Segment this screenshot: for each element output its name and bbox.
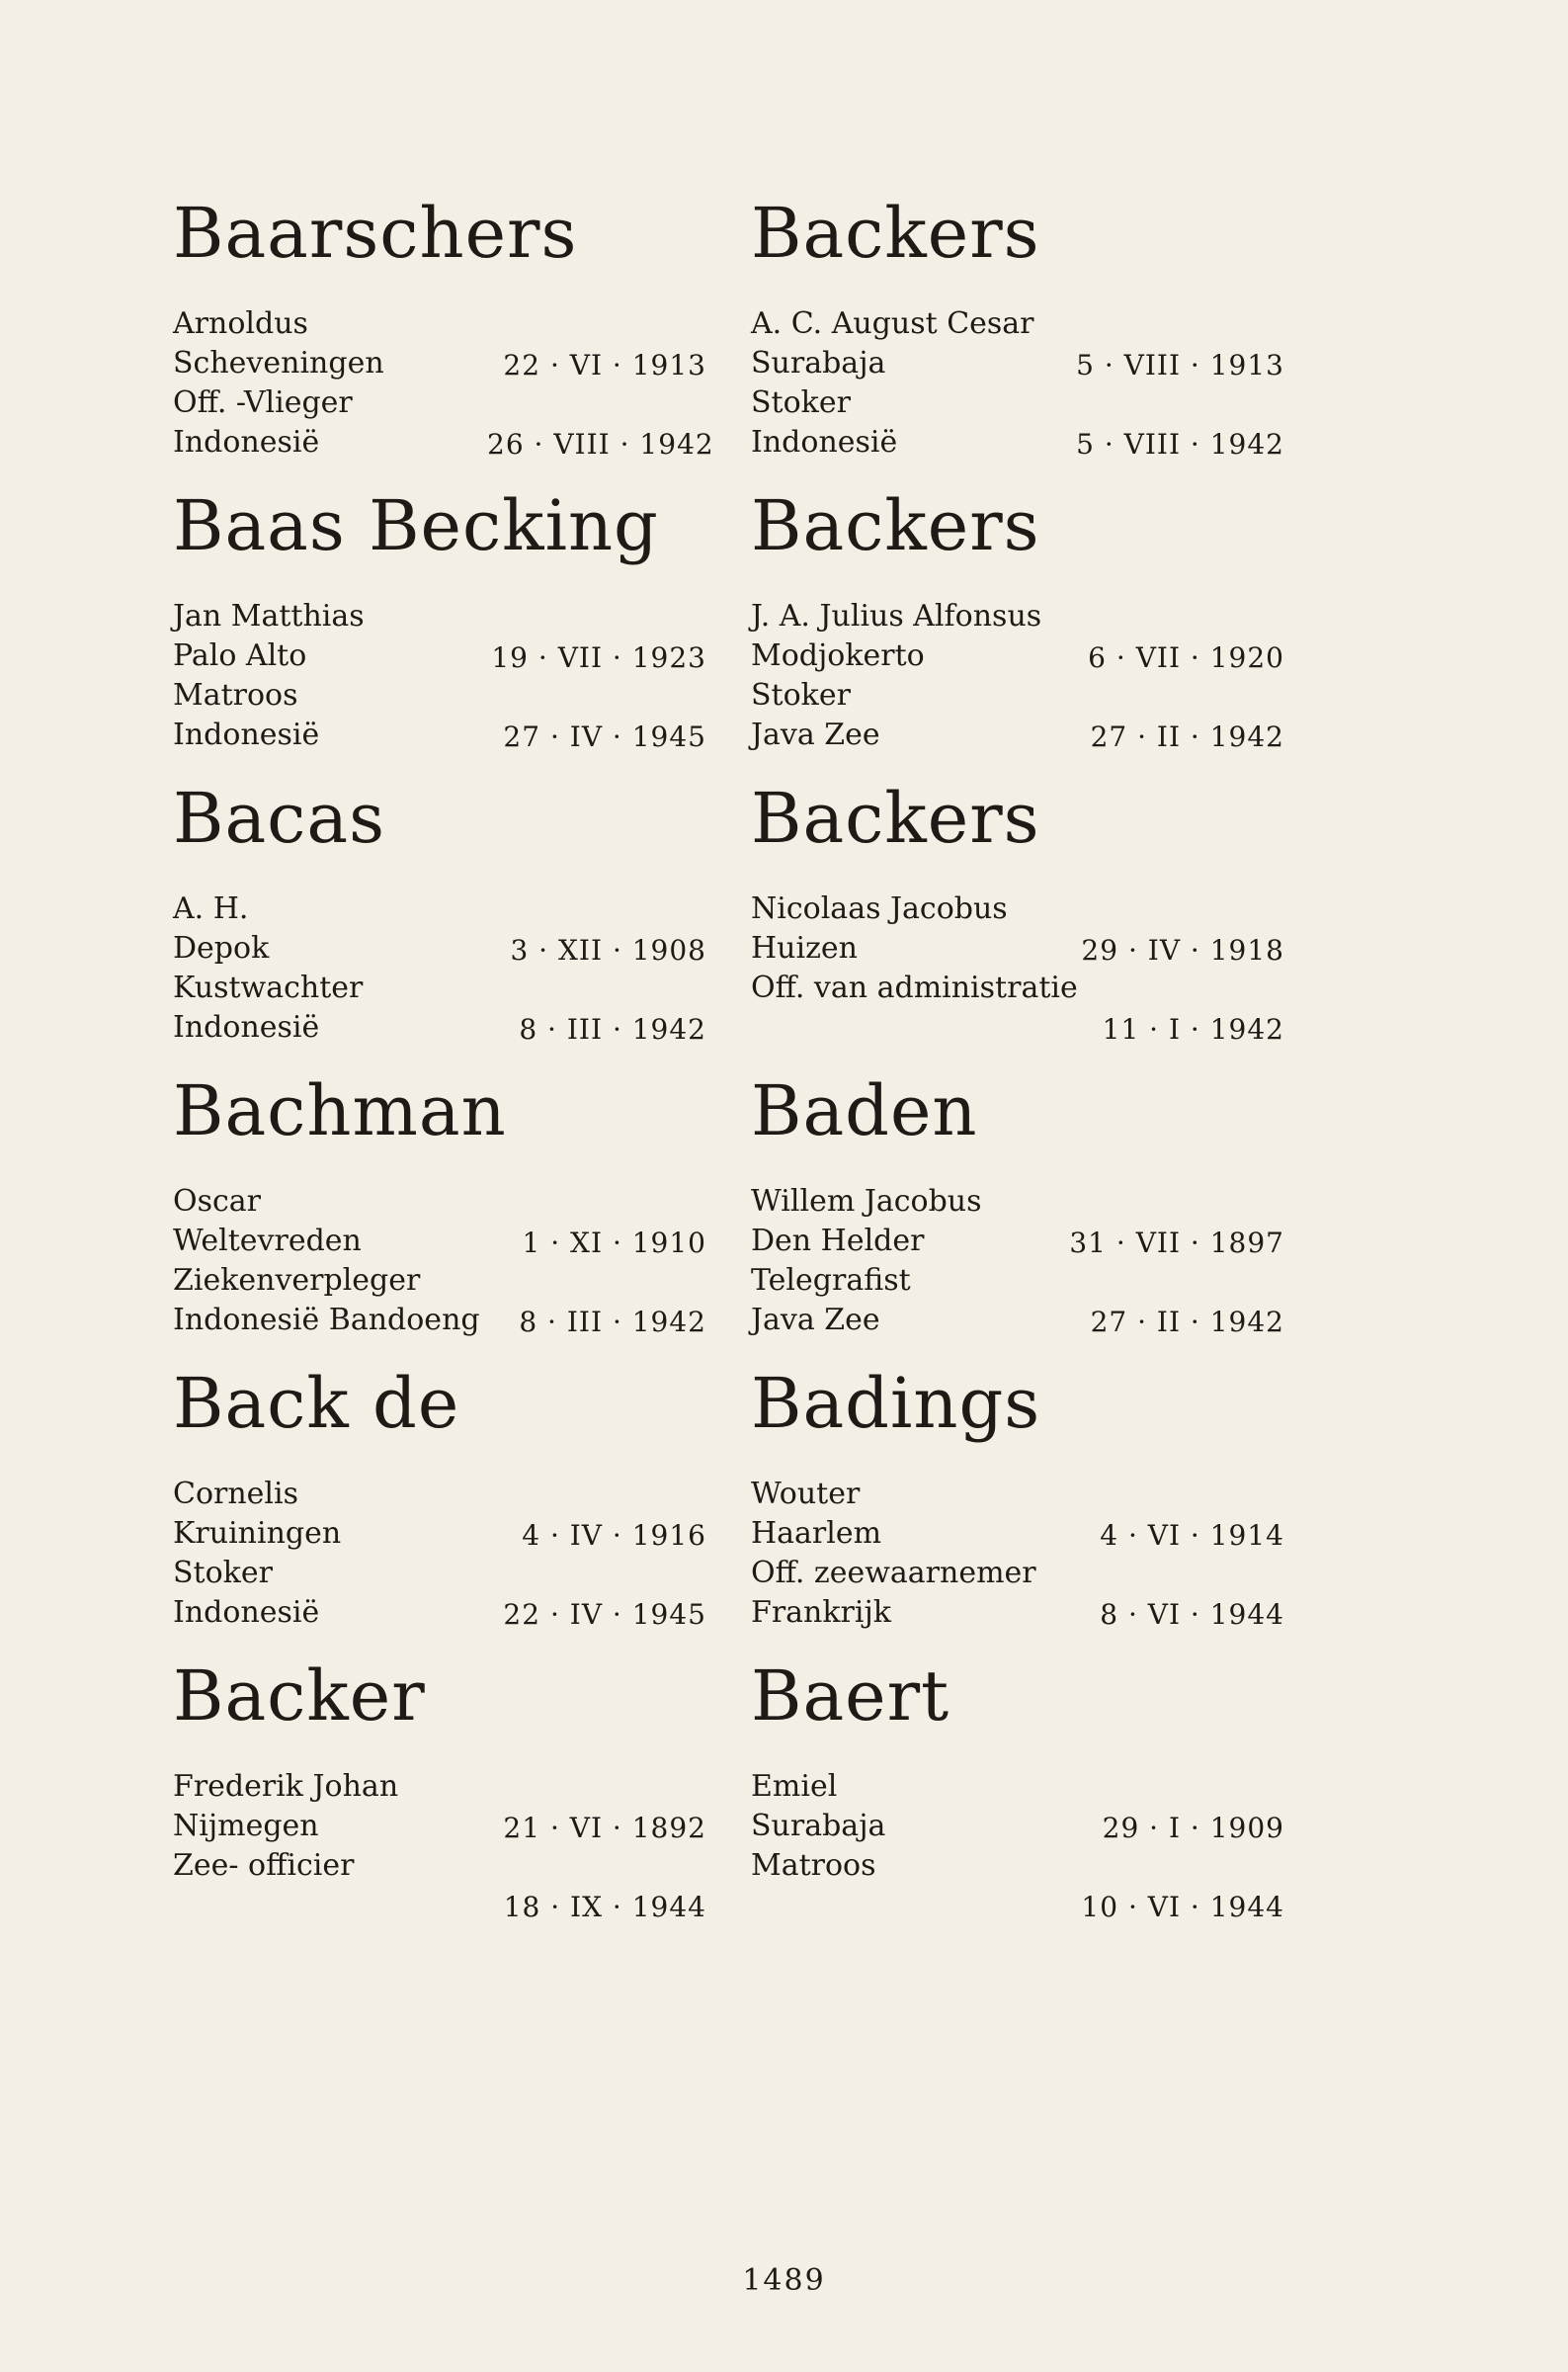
entry-backers-ja bbox=[751, 480, 1284, 773]
rank-row bbox=[173, 1846, 706, 1886]
death-row bbox=[173, 1008, 706, 1048]
rank: Matroos bbox=[751, 1848, 876, 1883]
death-place: Frankrijk bbox=[751, 1595, 891, 1630]
rank: Off. -Vlieger bbox=[173, 385, 353, 420]
birth-date: 22 · VI · 1913 bbox=[503, 349, 706, 381]
page-number: 1489 bbox=[742, 2263, 826, 2298]
death-date: 8 · III · 1942 bbox=[519, 1013, 706, 1046]
given-name: Emiel bbox=[751, 1769, 838, 1804]
rank: Stoker bbox=[173, 1556, 273, 1590]
death-date: 5 · VIII · 1942 bbox=[1076, 428, 1284, 461]
birth-place: Kruiningen bbox=[173, 1516, 342, 1551]
rank-row bbox=[751, 676, 1284, 716]
birth-row bbox=[751, 344, 1284, 383]
surname-heading: Backers bbox=[751, 193, 1040, 274]
death-place: Indonesië bbox=[173, 718, 320, 752]
birth-row bbox=[173, 344, 706, 383]
birth-date: 4 · IV · 1916 bbox=[522, 1519, 706, 1552]
birth-date: 29 · I · 1909 bbox=[1102, 1812, 1284, 1844]
given-name-row bbox=[173, 304, 706, 344]
birth-place: Huizen bbox=[751, 931, 858, 966]
rank: Off. van administratie bbox=[751, 971, 1078, 1005]
death-row bbox=[173, 423, 714, 463]
birth-row bbox=[751, 1807, 1284, 1846]
rank: Matroos bbox=[173, 678, 298, 713]
given-name-row bbox=[751, 890, 1284, 929]
given-name-row bbox=[751, 1182, 1284, 1222]
entry-backers-ac bbox=[751, 188, 1284, 480]
rank-row bbox=[751, 969, 1284, 1008]
entry-bachman bbox=[173, 1065, 706, 1358]
death-place: Indonesië bbox=[173, 1595, 320, 1630]
birth-row bbox=[751, 1222, 1284, 1261]
death-date: 27 · II · 1942 bbox=[1090, 720, 1284, 753]
birth-place: Haarlem bbox=[751, 1516, 882, 1551]
rank: Stoker bbox=[751, 678, 851, 713]
rank-row bbox=[751, 1846, 1284, 1886]
rank-row bbox=[173, 1554, 706, 1593]
death-row bbox=[173, 1301, 706, 1340]
surname-heading: Backer bbox=[173, 1655, 426, 1737]
death-date: 26 · VIII · 1942 bbox=[487, 428, 714, 461]
surname-heading: Badings bbox=[751, 1363, 1041, 1444]
death-date: 27 · IV · 1945 bbox=[503, 720, 706, 753]
birth-row bbox=[173, 1514, 706, 1554]
surname-heading: Baas Becking bbox=[173, 485, 659, 566]
birth-date: 21 · VI · 1892 bbox=[503, 1812, 706, 1844]
given-name-row bbox=[751, 597, 1284, 636]
entry-baden bbox=[751, 1065, 1284, 1358]
birth-place: Modjokerto bbox=[751, 638, 925, 673]
rank: Off. zeewaarnemer bbox=[751, 1556, 1036, 1590]
birth-place: Weltevreden bbox=[173, 1224, 362, 1258]
rank-row bbox=[173, 676, 706, 716]
birth-place: Surabaja bbox=[751, 1809, 886, 1843]
entry-baert bbox=[751, 1651, 1284, 1943]
surname-heading: Baert bbox=[751, 1655, 950, 1737]
birth-row bbox=[751, 636, 1284, 676]
birth-place: Scheveningen bbox=[173, 346, 384, 381]
death-place: Java Zee bbox=[751, 1303, 880, 1337]
given-name-row bbox=[173, 1475, 706, 1514]
given-name: Oscar bbox=[173, 1184, 262, 1219]
birth-row bbox=[173, 1222, 706, 1261]
given-name: Cornelis bbox=[173, 1477, 299, 1511]
birth-date: 4 · VI · 1914 bbox=[1100, 1519, 1284, 1552]
birth-place: Den Helder bbox=[751, 1224, 925, 1258]
given-name-row bbox=[173, 1767, 706, 1807]
surname-heading: Bachman bbox=[173, 1070, 507, 1151]
surname-heading: Bacas bbox=[173, 778, 386, 859]
death-date: 18 · IX · 1944 bbox=[503, 1891, 706, 1923]
death-date: 11 · I · 1942 bbox=[1102, 1013, 1284, 1046]
surname-heading: Baden bbox=[751, 1070, 978, 1151]
birth-place: Surabaja bbox=[751, 346, 886, 381]
death-place: Indonesië bbox=[751, 425, 898, 460]
death-date: 8 · III · 1942 bbox=[519, 1306, 706, 1338]
entry-backers-nj bbox=[751, 773, 1284, 1065]
rank: Stoker bbox=[751, 385, 851, 420]
birth-row bbox=[751, 929, 1284, 969]
rank-row bbox=[173, 383, 706, 423]
surname-heading: Baarschers bbox=[173, 193, 578, 274]
death-place: Indonesië bbox=[173, 425, 320, 460]
given-name: Frederik Johan bbox=[173, 1769, 399, 1804]
rank-row bbox=[751, 1554, 1284, 1593]
rank: Ziekenverpleger bbox=[173, 1263, 421, 1298]
death-place: Java Zee bbox=[751, 718, 880, 752]
entry-baarschers bbox=[173, 188, 714, 480]
right-column bbox=[751, 188, 1284, 1943]
birth-place: Depok bbox=[173, 931, 270, 966]
birth-row bbox=[173, 636, 706, 676]
given-name-row bbox=[751, 304, 1284, 344]
rank-row bbox=[751, 1261, 1284, 1301]
birth-place: Palo Alto bbox=[173, 638, 307, 673]
death-date: 10 · VI · 1944 bbox=[1081, 1891, 1284, 1923]
birth-place: Nijmegen bbox=[173, 1809, 319, 1843]
birth-row bbox=[173, 929, 706, 969]
death-date: 27 · II · 1942 bbox=[1090, 1306, 1284, 1338]
death-row bbox=[751, 1301, 1284, 1340]
death-row bbox=[173, 1593, 706, 1633]
entry-bacas bbox=[173, 773, 706, 1065]
death-row bbox=[173, 716, 706, 755]
given-name: Arnoldus bbox=[173, 306, 308, 341]
death-row bbox=[751, 1593, 1284, 1633]
given-name: J. A. Julius Alfonsus bbox=[751, 599, 1042, 634]
surname-heading: Backers bbox=[751, 778, 1040, 859]
rank: Telegrafist bbox=[751, 1263, 911, 1298]
birth-date: 3 · XII · 1908 bbox=[510, 934, 706, 967]
rank-row bbox=[173, 969, 706, 1008]
given-name: A. H. bbox=[173, 891, 249, 926]
entry-baas-becking bbox=[173, 480, 706, 773]
given-name: A. C. August Cesar bbox=[751, 306, 1034, 341]
rank-row bbox=[751, 383, 1284, 423]
given-name: Jan Matthias bbox=[173, 599, 365, 634]
death-row bbox=[751, 716, 1284, 755]
surname-heading: Back de bbox=[173, 1363, 460, 1444]
death-place: Indonesië Bandoeng bbox=[173, 1303, 480, 1337]
birth-row bbox=[173, 1807, 706, 1846]
death-row bbox=[751, 1008, 1284, 1048]
death-row bbox=[751, 1886, 1284, 1925]
rank-row bbox=[173, 1261, 706, 1301]
death-row bbox=[751, 423, 1284, 463]
rank: Zee- officier bbox=[173, 1848, 355, 1883]
rank: Kustwachter bbox=[173, 971, 364, 1005]
given-name-row bbox=[173, 1182, 706, 1222]
given-name: Wouter bbox=[751, 1477, 861, 1511]
entry-back-de bbox=[173, 1358, 706, 1651]
given-name-row bbox=[173, 597, 706, 636]
entry-badings bbox=[751, 1358, 1284, 1651]
birth-date: 6 · VII · 1920 bbox=[1088, 641, 1284, 674]
death-date: 22 · IV · 1945 bbox=[503, 1598, 706, 1631]
left-column bbox=[173, 188, 714, 1943]
surname-heading: Backers bbox=[751, 485, 1040, 566]
birth-date: 29 · IV · 1918 bbox=[1081, 934, 1284, 967]
death-row bbox=[173, 1886, 706, 1925]
birth-date: 5 · VIII · 1913 bbox=[1076, 349, 1284, 381]
birth-row bbox=[751, 1514, 1284, 1554]
death-date: 8 · VI · 1944 bbox=[1100, 1598, 1284, 1631]
given-name: Willem Jacobus bbox=[751, 1184, 982, 1219]
death-place: Indonesië bbox=[173, 1010, 320, 1045]
birth-date: 1 · XI · 1910 bbox=[522, 1227, 706, 1259]
birth-date: 31 · VII · 1897 bbox=[1069, 1227, 1284, 1259]
entry-backer bbox=[173, 1651, 706, 1943]
given-name: Nicolaas Jacobus bbox=[751, 891, 1008, 926]
given-name-row bbox=[173, 890, 706, 929]
given-name-row bbox=[751, 1767, 1284, 1807]
birth-date: 19 · VII · 1923 bbox=[491, 641, 706, 674]
given-name-row bbox=[751, 1475, 1284, 1514]
